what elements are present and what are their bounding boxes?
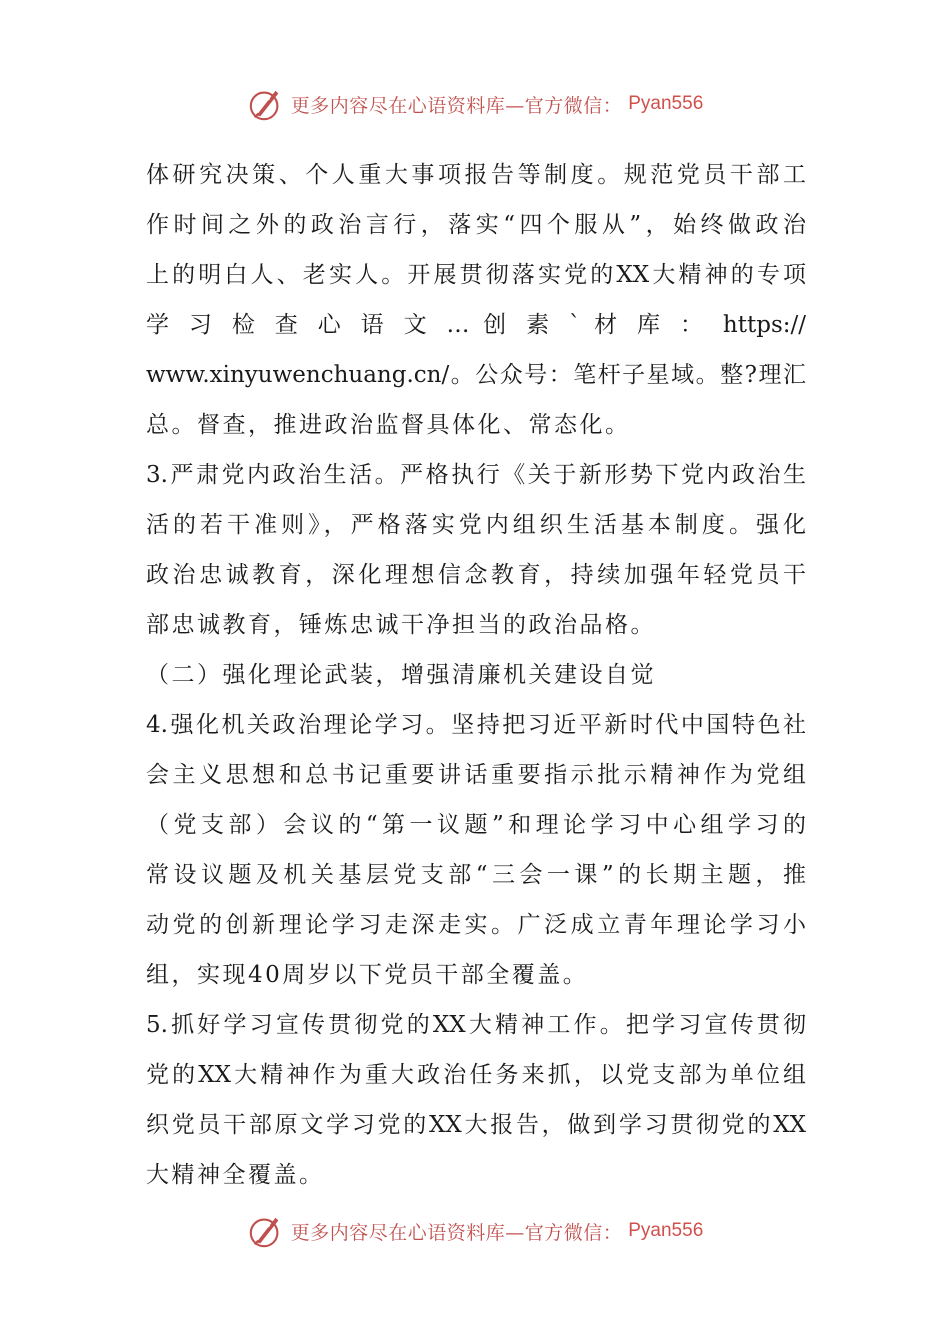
quill-logo-icon <box>247 1212 285 1250</box>
text-line: 常设议题及机关基层党支部“三会一课”的长期主题，推 <box>146 862 806 888</box>
text-line: 总。督查，推进政治监督具体化、常态化。 <box>146 412 631 438</box>
text-line: 活的若干准则》，严格落实党内组织生活基本制度。强化 <box>146 512 806 538</box>
text-line: 上的明白人、老实人。开展贯彻落实党的XX大精神的专项 <box>146 262 806 288</box>
text-line: 会主义思想和总书记重要讲话重要指示批示精神作为党组 <box>146 762 806 788</box>
text-line: 部忠诚教育，锤炼忠诚干净担当的政治品格。 <box>146 612 656 638</box>
text-line: 党的XX大精神作为重大政治任务来抓，以党支部为单位组 <box>146 1062 806 1088</box>
text-line: 政治忠诚教育，深化理想信念教育，持续加强年轻党员干 <box>146 562 806 588</box>
text-line: 动党的创新理论学习走深走实。广泛成立青年理论学习小 <box>146 912 806 938</box>
text-line: 4.强化机关政治理论学习。坚持把习近平新时代中国特色社 <box>146 712 806 738</box>
text-line: 学 习 检 查 心 语 文 … 创 素 ` 材 库 ： https:// <box>146 312 806 338</box>
document-body <box>146 150 806 1200</box>
header-banner <box>0 82 950 126</box>
text-line: 体研究决策、个人重大事项报告等制度。规范党员干部工 <box>146 162 806 188</box>
banner-wechat-id: Pyan556 <box>628 1220 704 1241</box>
quill-logo-icon <box>247 85 285 123</box>
text-line: 3.严肃党内政治生活。严格执行《关于新形势下党内政治生 <box>146 462 806 488</box>
text-line: 组，实现40周岁以下党员干部全覆盖。 <box>146 962 589 988</box>
section-heading: （二）强化理论武装，增强清廉机关建设自觉 <box>146 662 656 688</box>
banner-text: 更多内容尽在心语资料库—官方微信： <box>290 1221 623 1244</box>
text-line: 大精神全覆盖。 <box>146 1162 325 1188</box>
footer-banner <box>0 1209 950 1253</box>
text-line: 作时间之外的政治言行，落实“四个服从”，始终做政治 <box>146 212 806 238</box>
banner-text: 更多内容尽在心语资料库—官方微信： <box>290 94 623 117</box>
banner-wechat-id: Pyan556 <box>628 93 704 114</box>
text-line: www.xinyuwenchuang.cn/。公众号：笔杆子星域。整?理汇 <box>146 362 806 388</box>
text-line: （党支部）会议的“第一议题”和理论学习中心组学习的 <box>146 812 806 838</box>
text-line: 5.抓好学习宣传贯彻党的XX大精神工作。把学习宣传贯彻 <box>146 1012 806 1038</box>
text-line: 织党员干部原文学习党的XX大报告，做到学习贯彻党的XX <box>146 1112 806 1138</box>
